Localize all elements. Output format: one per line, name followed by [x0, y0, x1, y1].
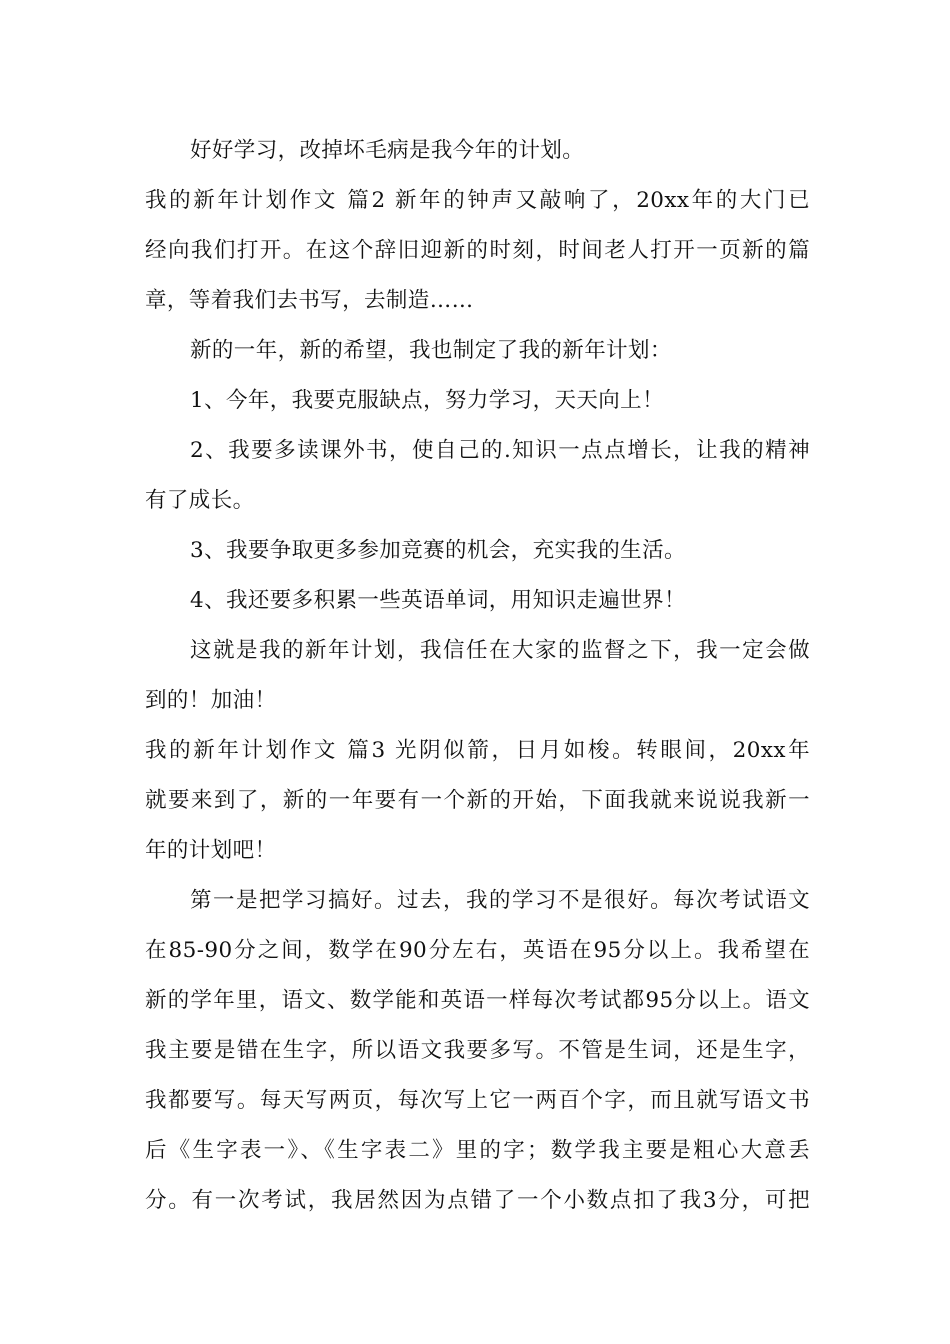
- list-item-line: 1、今年，我要克服缺点，努力学习，天天向上！: [190, 388, 664, 413]
- paragraph-line: 经向我们打开。在这个辞旧迎新的时刻，时间老人打开一页新的篇: [145, 238, 810, 263]
- paragraph-line: 我都要写。每天写两页，每次写上它一两百个字，而且就写语文书: [145, 1088, 810, 1113]
- paragraph-line: 分。有一次考试，我居然因为点错了一个小数点扣了我3分，可把: [145, 1188, 810, 1213]
- paragraph-line: 这就是我的新年计划，我信任在大家的监督之下，我一定会做: [190, 638, 810, 663]
- list-item-line: 2、我要多读课外书，使自己的.知识一点点增长，让我的精神: [190, 438, 810, 463]
- list-item-line: 3、我要争取更多参加竞赛的机会，充实我的生活。: [190, 538, 686, 563]
- paragraph-line: 就要来到了，新的一年要有一个新的开始，下面我就来说说我新一: [145, 788, 810, 813]
- paragraph-line: 我主要是错在生字，所以语文我要多写。不管是生词，还是生字，: [145, 1038, 810, 1063]
- list-item-line: 有了成长。: [145, 488, 255, 513]
- paragraph-line: 好好学习，改掉坏毛病是我今年的计划。: [190, 138, 585, 163]
- paragraph-line: 后《生字表一》、《生字表二》里的字；数学我主要是粗心大意丢: [145, 1138, 810, 1163]
- section-heading-line: 我的新年计划作文 篇3 光阴似箭，日月如梭。转眼间，20xx年: [145, 738, 810, 763]
- paragraph-line: 第一是把学习搞好。过去，我的学习不是很好。每次考试语文: [190, 888, 810, 913]
- paragraph-line: 到的！加油！: [145, 688, 277, 713]
- section-heading-line: 我的新年计划作文 篇2 新年的钟声又敲响了，20xx年的大门已: [145, 188, 810, 213]
- paragraph-line: 新的一年，新的希望，我也制定了我的新年计划：: [190, 338, 672, 363]
- paragraph-line: 在85-90分之间，数学在90分左右，英语在95分以上。我希望在: [145, 938, 810, 963]
- list-item-line: 4、我还要多积累一些英语单词，用知识走遍世界！: [190, 588, 686, 613]
- paragraph-line: 新的学年里，语文、数学能和英语一样每次考试都95分以上。语文: [145, 988, 810, 1013]
- paragraph-line: 年的计划吧！: [145, 838, 277, 863]
- paragraph-line: 章，等着我们去书写，去制造……: [145, 288, 474, 313]
